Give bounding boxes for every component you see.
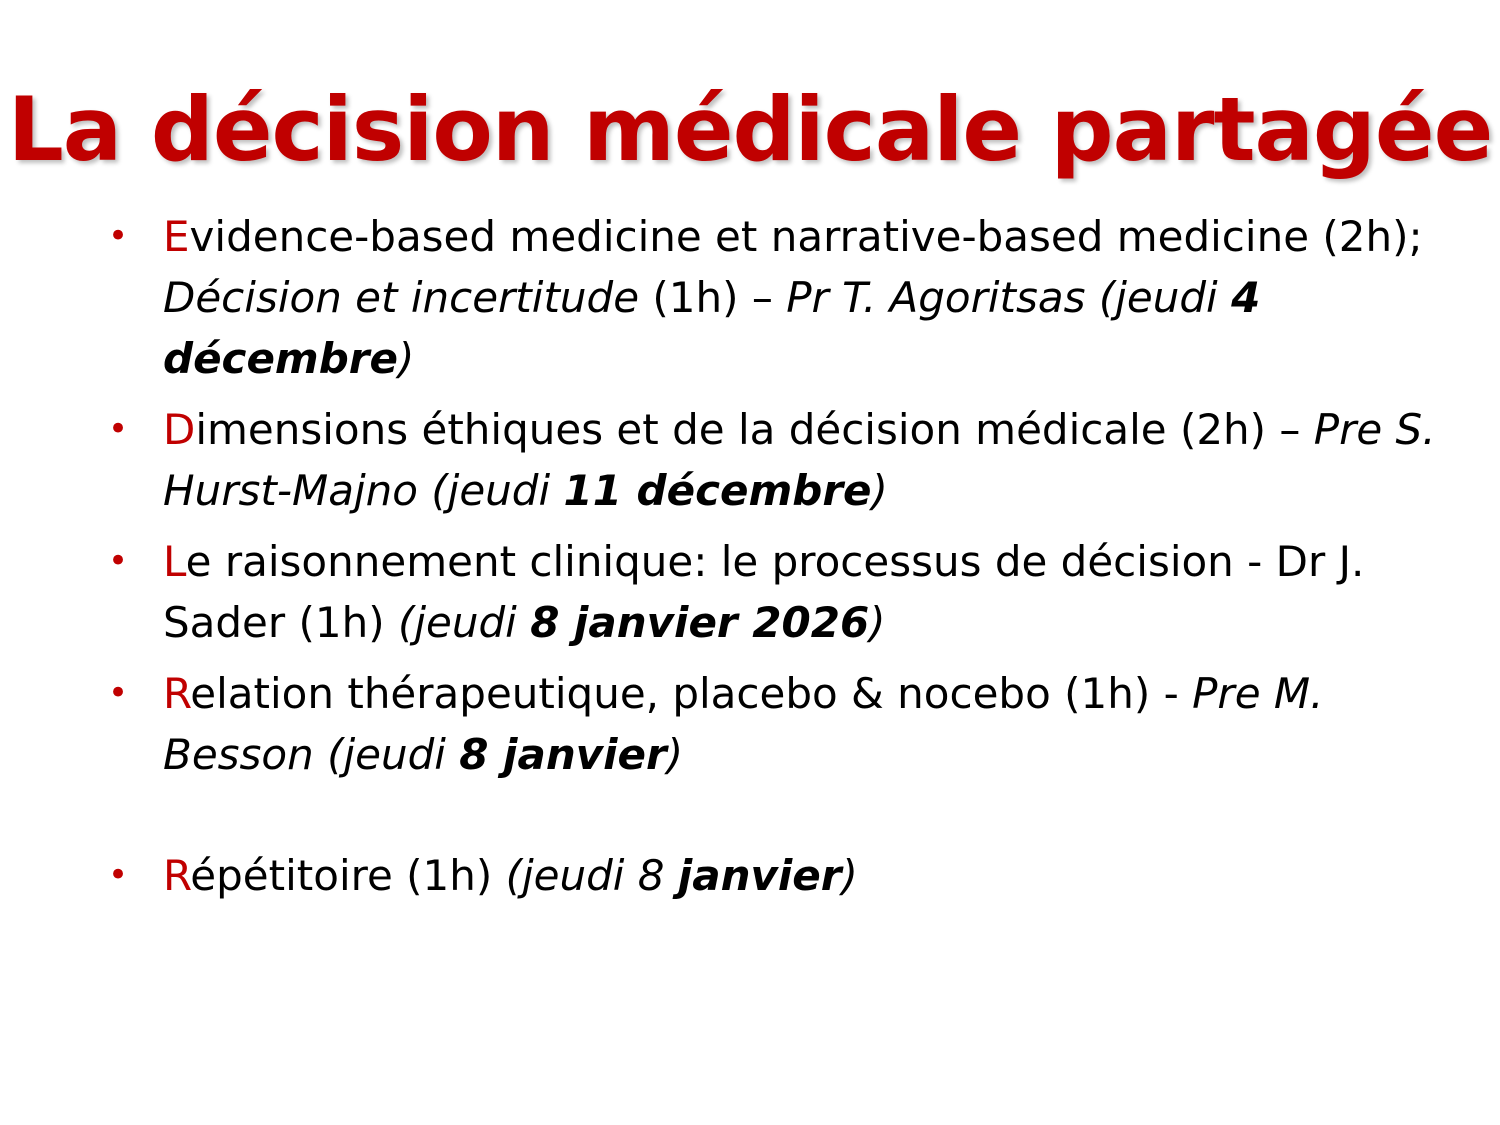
initial-letter: R <box>163 669 191 718</box>
initial-letter: L <box>163 537 186 586</box>
bullet-icon: • <box>108 855 129 895</box>
item-date: 8 janvier 2026 <box>530 598 870 647</box>
item-close: ) <box>841 851 858 900</box>
item-close: ) <box>397 334 415 383</box>
initial-letter: E <box>163 212 190 261</box>
initial-letter: R <box>163 851 191 900</box>
item-close: ) <box>666 730 684 779</box>
item-date: 11 décembre <box>563 466 872 515</box>
slide-title: La décision médicale partagée <box>7 78 1493 181</box>
bullet-icon: • <box>108 541 129 581</box>
item-close: ) <box>869 598 886 647</box>
list-item-clinical-reasoning <box>108 531 1448 653</box>
list-item-evidence-based-medicine <box>108 206 1448 389</box>
bullet-icon: • <box>108 673 129 713</box>
item-speaker-date: Pre M. Besson (jeudi <box>163 669 1324 779</box>
list-item-repetitoire <box>108 845 1448 906</box>
item-text: elation thérapeutique, placebo & nocebo (1h) - <box>190 669 1193 718</box>
bullet-icon: • <box>108 216 129 256</box>
item-subtitle: Décision et incertitude <box>163 273 640 322</box>
item-speaker-date: (jeudi 8 <box>505 851 678 900</box>
list-item-therapeutic-relation <box>108 663 1448 785</box>
item-date: 8 janvier <box>459 730 667 779</box>
item-text: vidence-based medicine et narrative-based medicine (2h); <box>189 212 1423 261</box>
item-speaker-date: Pre S. Hurst-Majno (jeudi <box>163 405 1436 515</box>
item-text: e raisonnement clinique: le processus de décision - Dr J. Sader (1h) <box>163 537 1365 647</box>
list-item-ethics <box>108 399 1448 521</box>
item-date: 4 décembre <box>163 273 1261 383</box>
session-list <box>108 206 1448 916</box>
item-text: imensions éthiques et de la décision médicale (2h) – <box>195 405 1314 454</box>
item-duration: (1h) – <box>639 273 787 322</box>
initial-letter: D <box>163 405 196 454</box>
item-speaker-date: (jeudi <box>397 598 531 647</box>
bullet-icon: • <box>108 409 129 449</box>
item-close: ) <box>871 466 888 515</box>
item-text: épétitoire (1h) <box>190 851 506 900</box>
item-speaker-date: Pr T. Agoritsas (jeudi <box>786 273 1232 322</box>
item-date: janvier <box>677 851 842 900</box>
